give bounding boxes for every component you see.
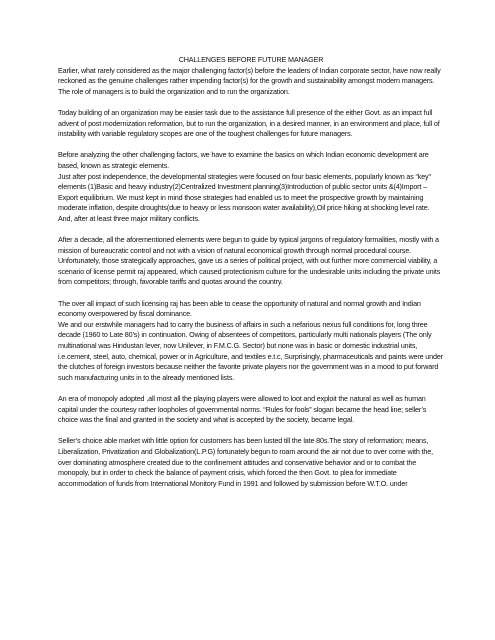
paragraph-reformation: Seller’s choice able market with little option for customers has been lusted till the late 80s.The story of reformation; means, Liberalization, Privatization and Globalization(L.P.G) fortunately begun to roam around the air not due to over come with the, over dominating atmosphere created due to the confinement attitudes and conservative behavior and or to combat the monopoly, but in order to check the balance of payment crisis, which forced the then Govt. to plea for immediate accommodation of funds from International Monitory Fund in 1991 and followed by submission before W.T.O. under bbox=[58, 436, 433, 488]
paragraph-license-raj: After a decade, all the aforementioned elements were begun to guide by typical jargons of regulatory formalities, mostly with a mission of bureaucratic control and not with a vision of natural economical growth through normal procedural course. Unfortunately, those strategically approaches, gave us a series of political project, with out further more commercial viability, a scenario of license permit raj appeared, which caused protectionism culture for the undesirable units including the private units from competitors; through, favorable tariffs and quotas around the country. bbox=[58, 235, 441, 287]
paragraph-fiscal-dominance: The over all impact of such licensing raj has been able to cease the opportunity of natural and normal growth and Indian economy overpowered by fiscal dominance. bbox=[58, 298, 421, 319]
paragraph-era-of-monopoly: An era of monopoly adopted ,all most all the playing players were allowed to loot and exploit the natural as well as human capital under the courtesy rather loopholes of governmental norms. “Rules for fools” slogan became the head line; seller’s choice was the final and granted in the society and what is accepted by the society, became legal. bbox=[58, 394, 427, 425]
paragraph-intro: Earlier, what rarely considered as the major challenging factor(s) before the leaders of Indian corporate sector, have now really reckoned as the genuine challenges rather impending factor(s) for the growth and sustainability amongst modern managers. The role of managers is to build the organization and to run the organization. bbox=[58, 65, 441, 96]
paragraph-post-independence: Just after post independence, the developmental strategies were focused on four basic elements, popularly known as “key” elements (1)Basic and heavy industry(2)Centralized Investment planning(3)Introduction of public sector units &(4)Import –Export equilibrium. We must kept in mind those strategies had enabled us to meet the prospective growth by maintaining moderate inflation, despite droughts(due to heavy or less monsoon water availability),Oil price hiking at shocking level rate. And, after at least three major military conflicts. bbox=[58, 171, 431, 223]
document-body bbox=[58, 55, 444, 500]
paragraph-building-organization: Today building of an organization may be easier task due to the assistance full presence of the either Govt. as an impact full advent of post modernization reformation, but to run the organization, in a desired manner, in an environment and place, full of instability with variable regulatory scopes are one of the toughest challenges for future managers. bbox=[58, 107, 440, 139]
paragraph-strategic-elements: Before analyzing the other challenging factors, we have to examine the basics on which Indian economic development are based, known as strategic elements. bbox=[58, 150, 429, 170]
paragraph-erstwhile-managers: We and our erstwhile managers had to carry the business of affairs in such a nefarious nexus full conditions for, long three decade (1960 to Late 80’s) in continuation. Owing of absentees of competitors, particularly multi nationals players (The only multinational was Hindustan lever, now Unilever, in F.M.C.G. Sector) but none was in basic or domestic industrial units, i.e.cement, steel, auto, chemical, power or in Agriculture, and textiles e.t.c, Surprisingly, pharmaceuticals and paints were under the clutches of foreign investors because neither the favorite private players nor the government was in a mood to put forward such manufacturing units in to the already mentioned lists. bbox=[58, 319, 443, 382]
document-title: CHALLENGES BEFORE FUTURE MANAGER bbox=[178, 55, 324, 64]
